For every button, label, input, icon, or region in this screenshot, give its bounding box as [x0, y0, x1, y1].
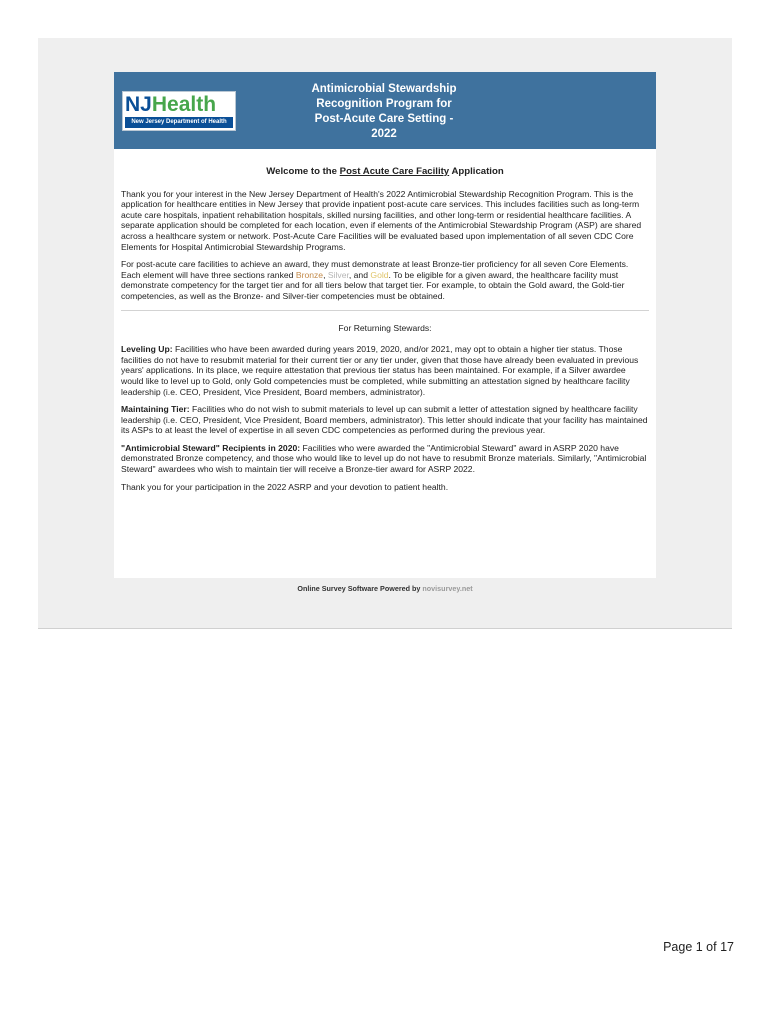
- logo-subtitle: New Jersey Department of Health: [125, 117, 233, 128]
- survey-footer: [0, 584, 770, 593]
- leveling-up-paragraph: [121, 344, 649, 397]
- survey-content: [114, 149, 656, 492]
- welcome-facility-type: Post Acute Care Facility: [339, 166, 450, 177]
- recipients-label: "Antimicrobial Steward" Recipients in 2020:: [121, 442, 301, 453]
- title-line-4: 2022: [371, 128, 397, 140]
- logo-health: Health: [151, 93, 217, 116]
- recipients-text: Facilities who were awarded the "Antimicrobial Steward" award in ASRP 2020 have demonstrated Bronze competency, and those who would like to level up do not have to resubmit Bronze materials. Similarly, "Antimicrobial Steward" awardees who wish to maintain tier will receive a Bronze-tier award for ASRP 2022.: [121, 442, 647, 475]
- logo-wordmark: [125, 93, 233, 117]
- title-line-1: Antimicrobial Stewardship: [311, 83, 457, 95]
- intro-paragraph-2: [121, 259, 649, 301]
- novisurvey-link[interactable]: novisurvey.net: [422, 584, 473, 593]
- nj-health-logo: [122, 91, 236, 131]
- leveling-up-text: Facilities who have been awarded during years 2019, 2020, and/or 2021, may opt to obtain a higher tier status. Those facilities do not have to resubmit material for their current tier or any tier under, given that those have already been evaluated in previous years' applications. In its place, we require attestation that previous tier status has been maintained. For example, if a Silver awardee would like to level up to Gold, only Gold competencies must be completed, while submitting an attestation signed by healthcare facility leadership (i.e. CEO, President, Vice President, Board members, administrator).: [121, 344, 639, 397]
- leveling-up-label: Leveling Up:: [121, 344, 173, 355]
- returning-stewards-heading: For Returning Stewards:: [338, 322, 432, 333]
- thank-you-paragraph: Thank you for your participation in the 2022 ASRP and your devotion to patient health.: [121, 481, 449, 492]
- tier-silver: Silver: [327, 269, 349, 280]
- intro-p2-part-a: For post-acute care facilities to achieve an award, they must demonstrate at least Bronze-tier proficiency for all seven Core Elements. Each element will have three sections ranked: [121, 259, 629, 280]
- section-divider: [121, 310, 649, 311]
- title-line-3: Post-Acute Care Setting -: [314, 113, 454, 125]
- tier-gold: Gold: [370, 269, 389, 280]
- maintaining-tier-paragraph: [121, 404, 649, 436]
- recipients-paragraph: [121, 443, 649, 475]
- page-number: Page 1 of 17: [663, 940, 734, 954]
- footer-text: Online Survey Software Powered by: [297, 584, 423, 593]
- intro-paragraph-1: Thank you for your interest in the New Jersey Department of Health's 2022 Antimicrobial Stewardship Recognition Program. This is the application for healthcare entities in New Jersey that provide inpatient post-acute care services. This includes facilities such as long-term acute care hospitals, inpatient rehabilitation hospitals, skilled nursing facilities, and other long-term or residential healthcare facilities. A separate application should be completed for each location, even if elements of the Antimicrobial Stewardship Program (ASP) are shared across a healthcare system or network. Post-Acute Care Facilities will be evaluated based upon implementation of all seven CDC Core Elements for Hospital Antimicrobial Stewardship Programs.: [121, 188, 642, 252]
- intro-p2-part-c: , and: [348, 269, 371, 280]
- intro-p2-part-d: . To be eligible for a given award, the healthcare facility must demonstrate competency for the target tier and for all tiers below that target tier. For example, to obtain the Gold award, the Gold-tier competencies, as well as the Bronze- and Silver-tier competencies must be obtained.: [121, 269, 625, 301]
- logo-nj: NJ: [125, 93, 152, 116]
- survey-card: [114, 72, 656, 578]
- welcome-heading: [121, 167, 649, 178]
- maintaining-tier-label: Maintaining Tier:: [121, 404, 190, 415]
- tier-bronze: Bronze: [295, 269, 324, 280]
- title-line-2: Recognition Program for: [316, 98, 452, 110]
- page-title: [264, 82, 504, 142]
- intro-p2-part-b: ,: [323, 269, 328, 280]
- welcome-suffix: Application: [449, 166, 504, 177]
- maintaining-tier-text: Facilities who do not wish to submit materials to level up can submit a letter of attestation signed by healthcare facility leadership (i.e. CEO, President, Vice President, Board members, administrator). This letter should indicate that your facility has maintained its ASPs to at least the level of expertise in all seven CDC competencies as performed during the previous year.: [121, 404, 648, 436]
- welcome-prefix: Welcome to the: [266, 166, 340, 177]
- survey-header: [114, 72, 656, 149]
